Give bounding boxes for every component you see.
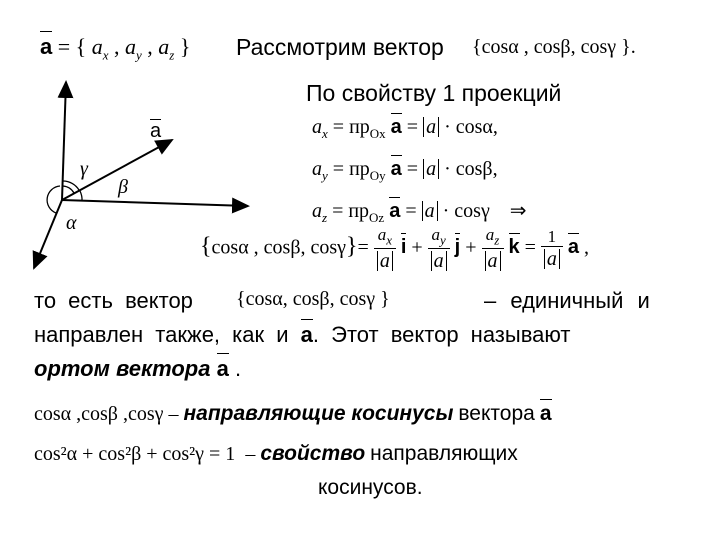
direction-text: направлен также, как и a. Этот вектор называют xyxy=(34,322,571,347)
axis-y xyxy=(62,200,248,206)
diagram-label-alpha: α xyxy=(66,212,77,234)
projection-line-y: $a_y = пр_{Oy}$ a = a · cosβ, xyxy=(312,158,498,183)
unit-text: – единичный и xyxy=(484,288,650,313)
axis-x xyxy=(34,200,62,268)
projection-line-z: $a_z = пр_{Oz}$ a = a · cosγ ⇒ xyxy=(312,200,527,225)
property-heading: По свойству 1 проекций xyxy=(306,80,562,106)
component-az: $a_z$ xyxy=(158,34,175,63)
beta-arc xyxy=(80,191,82,201)
that-is-text: то есть вектор xyxy=(34,288,193,313)
cosines-sum-line: cos²α + cos²β + cos²γ = 1 – свойство направляющих xyxy=(34,442,518,465)
cos-set-header: {cosα , cosβ, cosγ }. xyxy=(472,36,636,58)
cosines-word: косинусов. xyxy=(318,476,423,499)
component-ay: $a_y$ xyxy=(125,34,142,63)
component-ax: $a_x$ xyxy=(91,34,109,63)
vector-a-symbol: a xyxy=(40,34,53,59)
cos-set-inline: {cosα, cosβ, cosγ } xyxy=(236,288,390,310)
ort-definition: ортом вектора a . xyxy=(34,356,242,381)
vector-definition: a = { $a_x$ , $a_y$ , $a_z$ } xyxy=(40,34,191,63)
diagram-label-gamma: γ xyxy=(80,158,88,180)
gamma-arc xyxy=(63,186,74,193)
consider-text: Рассмотрим вектор xyxy=(236,34,444,60)
diagram-label-a: a xyxy=(150,120,162,142)
projection-line-x: $a_x = пр_{Ox}$ a = a · cosα, xyxy=(312,116,498,141)
direction-cosines-line: cosα ,cosβ ,cosγ – направляющие косинусы вектора a xyxy=(34,402,552,425)
unit-vector-equation: {cosα , cosβ, cosγ}= $\frac{a_x}{a}$ i + $\frac{a_y}{a}$ j + $\frac{a_z}{a}$ k = $\frac{1}{a}$ a , xyxy=(200,225,590,272)
vector-a-arrow xyxy=(62,140,172,200)
axis-z xyxy=(62,82,66,200)
diagram-label-beta: β xyxy=(118,176,128,198)
